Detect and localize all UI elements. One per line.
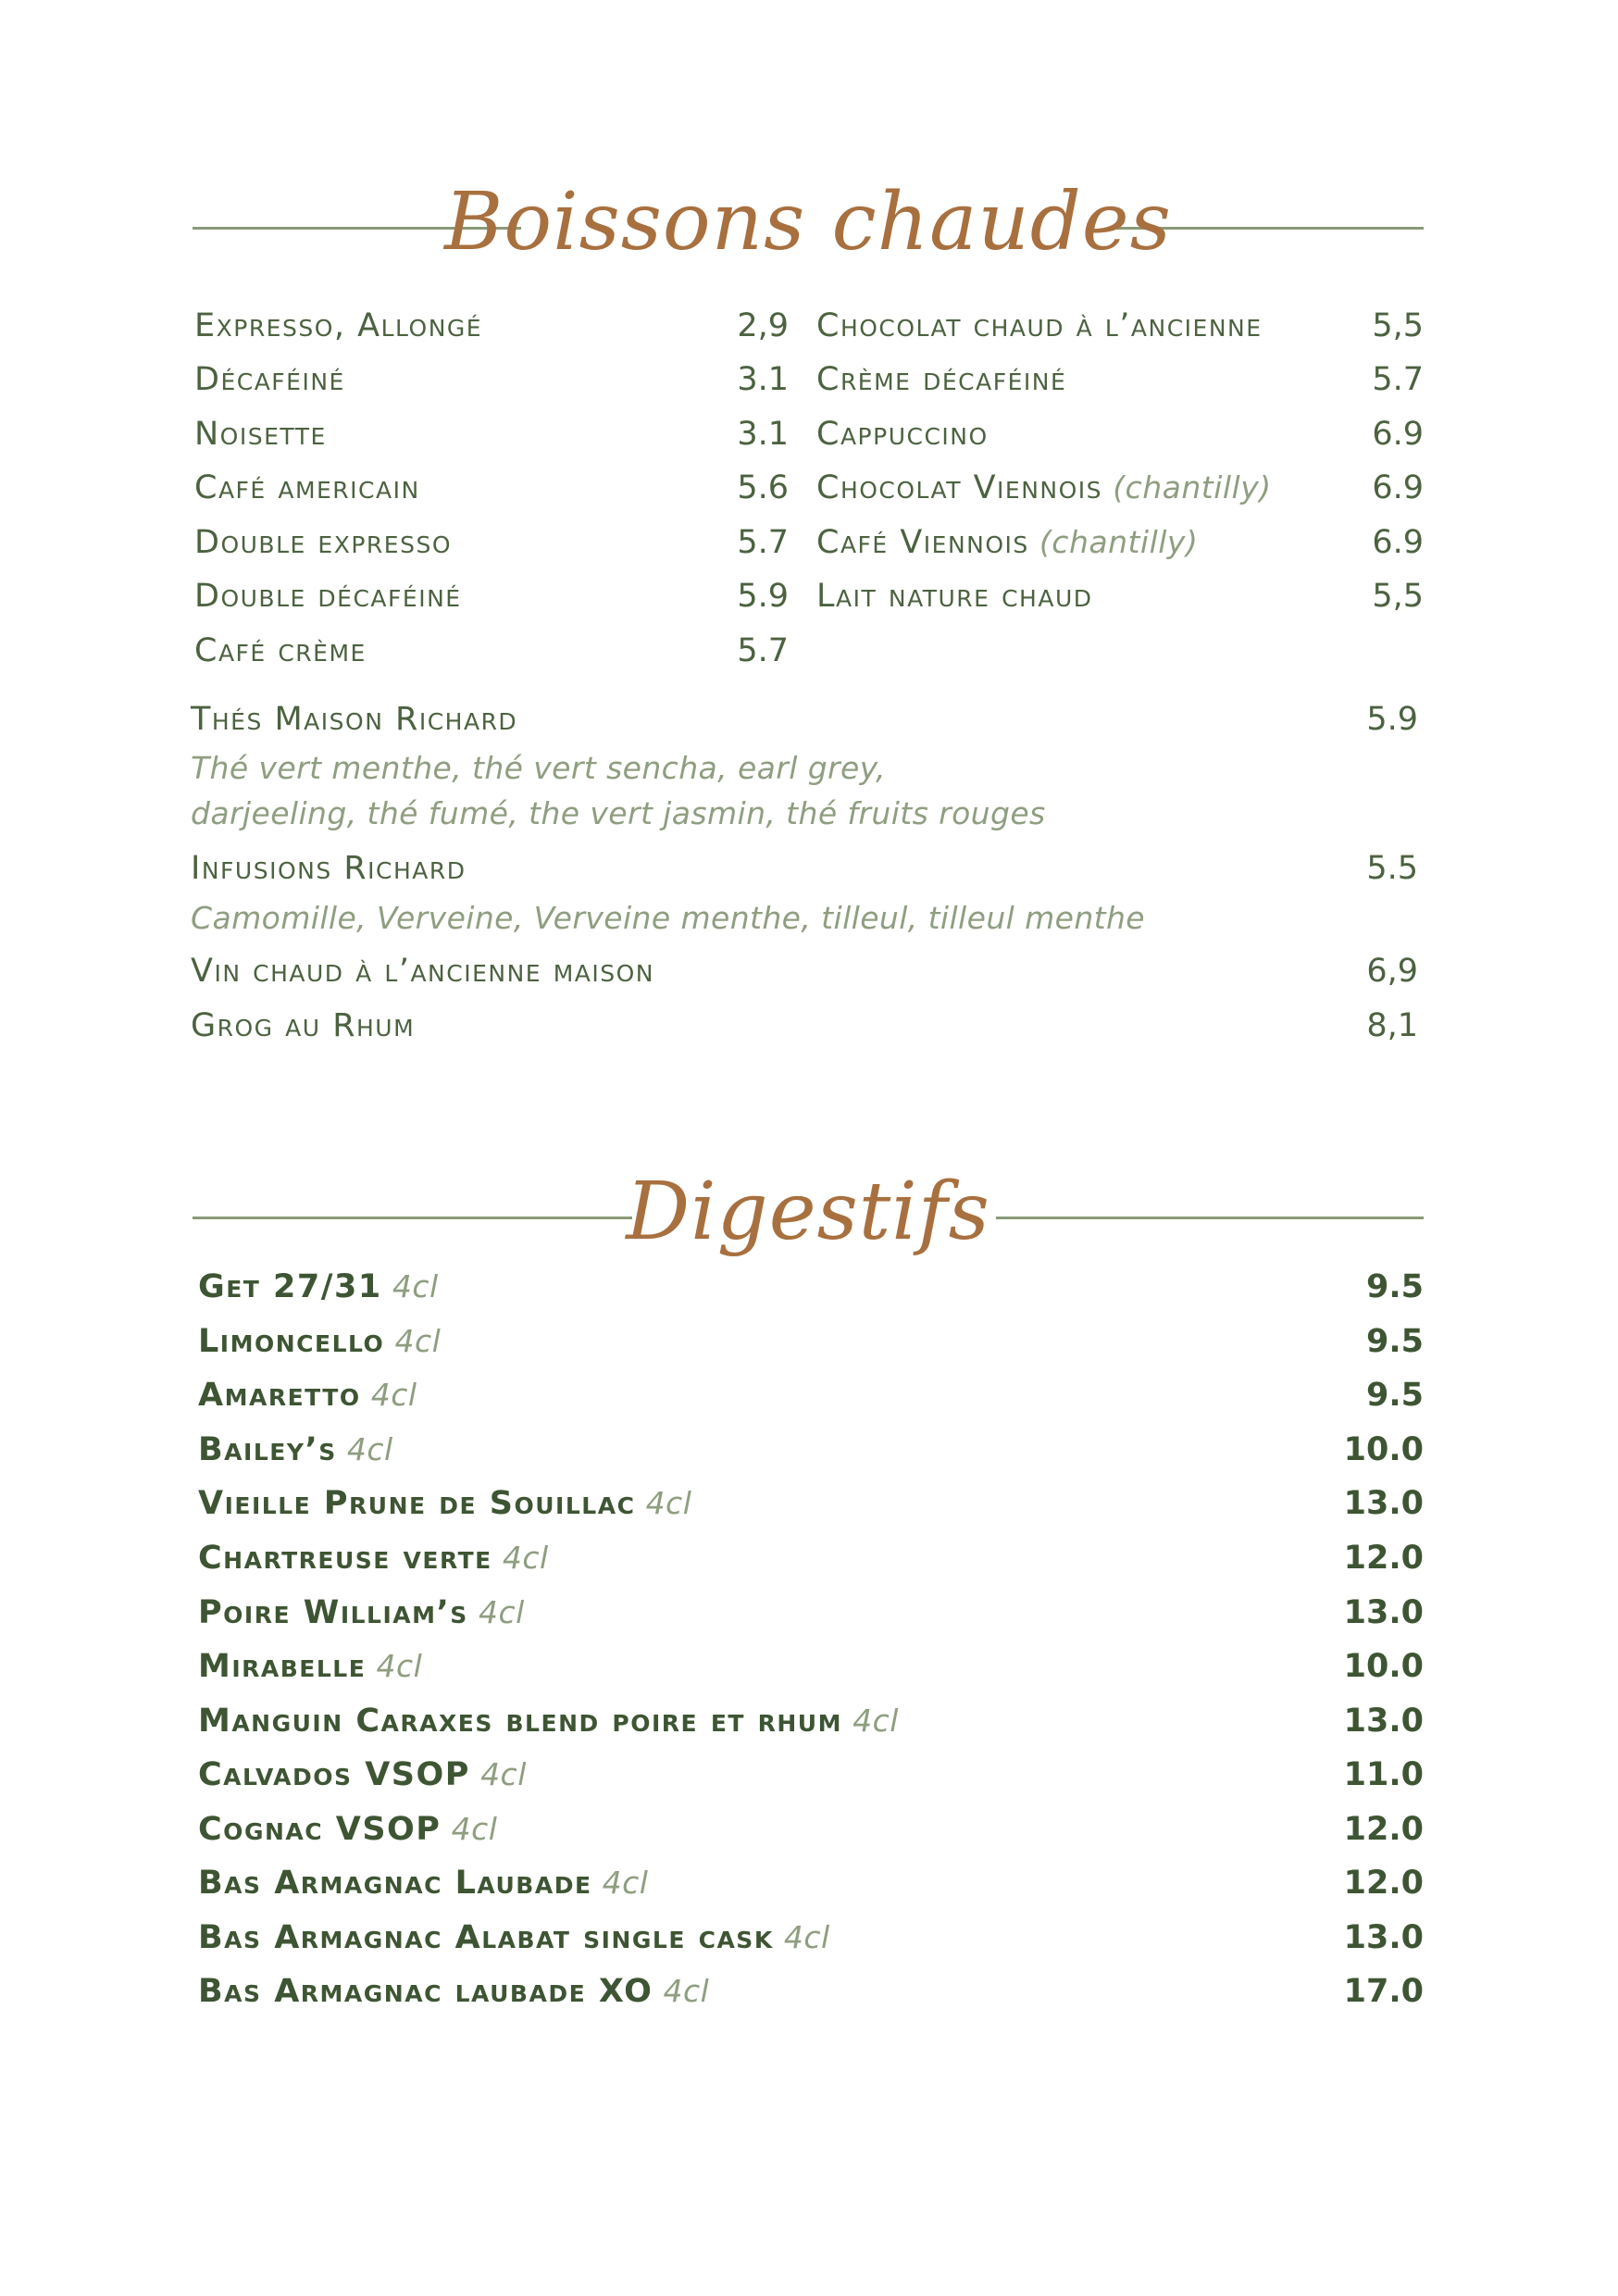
item-price: 12.0 bbox=[1343, 1540, 1424, 1577]
menu-item bbox=[194, 356, 789, 404]
digestif-item bbox=[198, 1805, 1424, 1853]
menu-item bbox=[816, 356, 1424, 404]
item-volume: 4cl bbox=[663, 1973, 710, 2009]
item-price: 6.9 bbox=[1372, 416, 1424, 453]
item-price: 5.9 bbox=[737, 578, 789, 615]
menu-item bbox=[816, 302, 1424, 350]
hot-drinks-header bbox=[193, 171, 1424, 282]
item-name: Get 27/31 bbox=[198, 1268, 382, 1305]
digestif-item bbox=[198, 1751, 1424, 1799]
item-price: 5,5 bbox=[1372, 307, 1424, 344]
item-price: 5.5 bbox=[1366, 850, 1418, 887]
item-price: 5.7 bbox=[737, 524, 789, 561]
teas-description-line-1: Thé vert menthe, thé vert sencha, earl grey, bbox=[191, 750, 886, 786]
item-name: Amaretto bbox=[198, 1377, 361, 1414]
item-volume: 4cl bbox=[451, 1811, 498, 1847]
item-name: Manguin Caraxes blend poire et rhum bbox=[198, 1703, 842, 1740]
menu-item-grog bbox=[191, 1002, 1418, 1050]
menu-item-vin-chaud bbox=[191, 947, 1418, 995]
digestifs-header bbox=[193, 1161, 1424, 1272]
item-name: Vieille Prune de Souillac bbox=[198, 1485, 636, 1522]
item-name: Double expresso bbox=[194, 524, 453, 561]
item-price: 8,1 bbox=[1366, 1007, 1418, 1044]
item-price: 9.5 bbox=[1365, 1268, 1424, 1305]
item-name: Café Viennois bbox=[816, 524, 1029, 561]
item-price: 6.9 bbox=[1372, 524, 1424, 561]
digestifs-title: Digestifs bbox=[626, 1166, 990, 1258]
item-volume: 4cl bbox=[480, 1756, 527, 1792]
item-volume: 4cl bbox=[392, 1268, 439, 1304]
item-name: Café americain bbox=[194, 469, 420, 506]
item-name: Chocolat chaud à l’ancienne bbox=[816, 307, 1263, 344]
item-name: Chartreuse verte bbox=[198, 1540, 492, 1577]
item-volume: 4cl bbox=[370, 1377, 417, 1413]
item-price: 5.9 bbox=[1366, 701, 1418, 738]
item-volume: 4cl bbox=[346, 1431, 393, 1467]
digestif-item bbox=[198, 1967, 1424, 2015]
hot-drinks-title: Boissons chaudes bbox=[444, 176, 1172, 268]
item-volume: 4cl bbox=[853, 1703, 899, 1739]
menu-item-teas bbox=[191, 695, 1418, 743]
item-name: Bas Armagnac Laubade bbox=[198, 1865, 592, 1902]
menu-item-infusions bbox=[191, 844, 1418, 892]
digestif-item bbox=[198, 1479, 1424, 1528]
menu-item bbox=[816, 572, 1424, 620]
item-price: 13.0 bbox=[1343, 1594, 1424, 1631]
item-name: Grog au Rhum bbox=[191, 1007, 416, 1044]
item-name: Infusions Richard bbox=[191, 850, 467, 887]
item-name: Décaféiné bbox=[194, 361, 345, 398]
item-name: Bailey’s bbox=[198, 1431, 337, 1468]
item-name: Double décaféiné bbox=[194, 578, 462, 615]
item-volume: 4cl bbox=[394, 1323, 442, 1359]
menu-item bbox=[816, 464, 1424, 512]
item-name: Crème décaféiné bbox=[816, 361, 1067, 398]
digestif-item bbox=[198, 1914, 1424, 1962]
digestif-item bbox=[198, 1263, 1424, 1311]
item-price: 13.0 bbox=[1343, 1919, 1424, 1956]
item-name: Lait nature chaud bbox=[816, 578, 1093, 615]
menu-item bbox=[816, 410, 1424, 458]
item-price: 5.6 bbox=[737, 469, 789, 506]
menu-item bbox=[194, 518, 789, 567]
item-name: Cognac VSOP bbox=[198, 1811, 442, 1848]
digestif-item bbox=[198, 1589, 1424, 1637]
menu-item bbox=[194, 302, 789, 350]
item-price: 3.1 bbox=[737, 361, 789, 398]
item-name: Poire William’s bbox=[198, 1594, 468, 1631]
digestif-item bbox=[198, 1371, 1424, 1419]
item-price: 10.0 bbox=[1343, 1431, 1424, 1468]
menu-item bbox=[194, 627, 789, 675]
menu-item bbox=[816, 518, 1424, 567]
item-price: 11.0 bbox=[1343, 1756, 1424, 1793]
item-note: (chantilly) bbox=[1113, 469, 1272, 505]
item-volume: 4cl bbox=[602, 1865, 649, 1901]
item-name: Café crème bbox=[194, 632, 367, 669]
item-price: 3.1 bbox=[737, 416, 789, 453]
item-price: 12.0 bbox=[1343, 1865, 1424, 1902]
digestif-item bbox=[198, 1859, 1424, 1907]
item-name: Noisette bbox=[194, 416, 327, 453]
item-price: 5.7 bbox=[737, 632, 789, 669]
item-volume: 4cl bbox=[783, 1919, 830, 1955]
item-price: 13.0 bbox=[1343, 1485, 1424, 1522]
item-volume: 4cl bbox=[478, 1594, 525, 1630]
item-name: Mirabelle bbox=[198, 1648, 367, 1685]
digestif-item bbox=[198, 1642, 1424, 1691]
item-note: (chantilly) bbox=[1039, 524, 1199, 560]
digestif-item bbox=[198, 1534, 1424, 1582]
item-price: 17.0 bbox=[1343, 1973, 1424, 2010]
digestif-item bbox=[198, 1317, 1424, 1366]
menu-item bbox=[194, 464, 789, 512]
teas-description-line-2: darjeeling, thé fumé, the vert jasmin, thé fruits rouges bbox=[191, 795, 1046, 831]
item-name: Expresso, Allongé bbox=[194, 307, 483, 344]
item-price: 9.5 bbox=[1365, 1323, 1424, 1360]
menu-item bbox=[194, 410, 789, 458]
item-name: Vin chaud à l’ancienne maison bbox=[191, 953, 654, 990]
item-name: Calvados VSOP bbox=[198, 1756, 470, 1793]
item-name: Bas Armagnac Alabat single cask bbox=[198, 1919, 774, 1956]
infusions-description: Camomille, Verveine, Verveine menthe, tilleul, tilleul menthe bbox=[191, 900, 1146, 936]
item-volume: 4cl bbox=[502, 1540, 549, 1576]
item-name: Bas Armagnac laubade XO bbox=[198, 1973, 653, 2010]
item-name: Limoncello bbox=[198, 1323, 385, 1360]
digestif-item bbox=[198, 1426, 1424, 1474]
item-price: 5,5 bbox=[1372, 578, 1424, 615]
item-price: 6,9 bbox=[1366, 953, 1418, 990]
item-volume: 4cl bbox=[376, 1648, 423, 1684]
menu-item bbox=[194, 572, 789, 620]
item-price: 9.5 bbox=[1365, 1377, 1424, 1414]
item-name: Thés Maison Richard bbox=[191, 701, 518, 738]
item-name: Chocolat Viennois bbox=[816, 469, 1103, 506]
item-price: 6.9 bbox=[1372, 469, 1424, 506]
digestif-item bbox=[198, 1697, 1424, 1745]
item-price: 5.7 bbox=[1372, 361, 1424, 398]
item-price: 10.0 bbox=[1343, 1648, 1424, 1685]
item-volume: 4cl bbox=[645, 1485, 692, 1521]
item-price: 13.0 bbox=[1343, 1703, 1424, 1740]
item-price: 12.0 bbox=[1343, 1811, 1424, 1848]
item-name: Cappuccino bbox=[816, 416, 989, 453]
item-price: 2,9 bbox=[737, 307, 789, 344]
